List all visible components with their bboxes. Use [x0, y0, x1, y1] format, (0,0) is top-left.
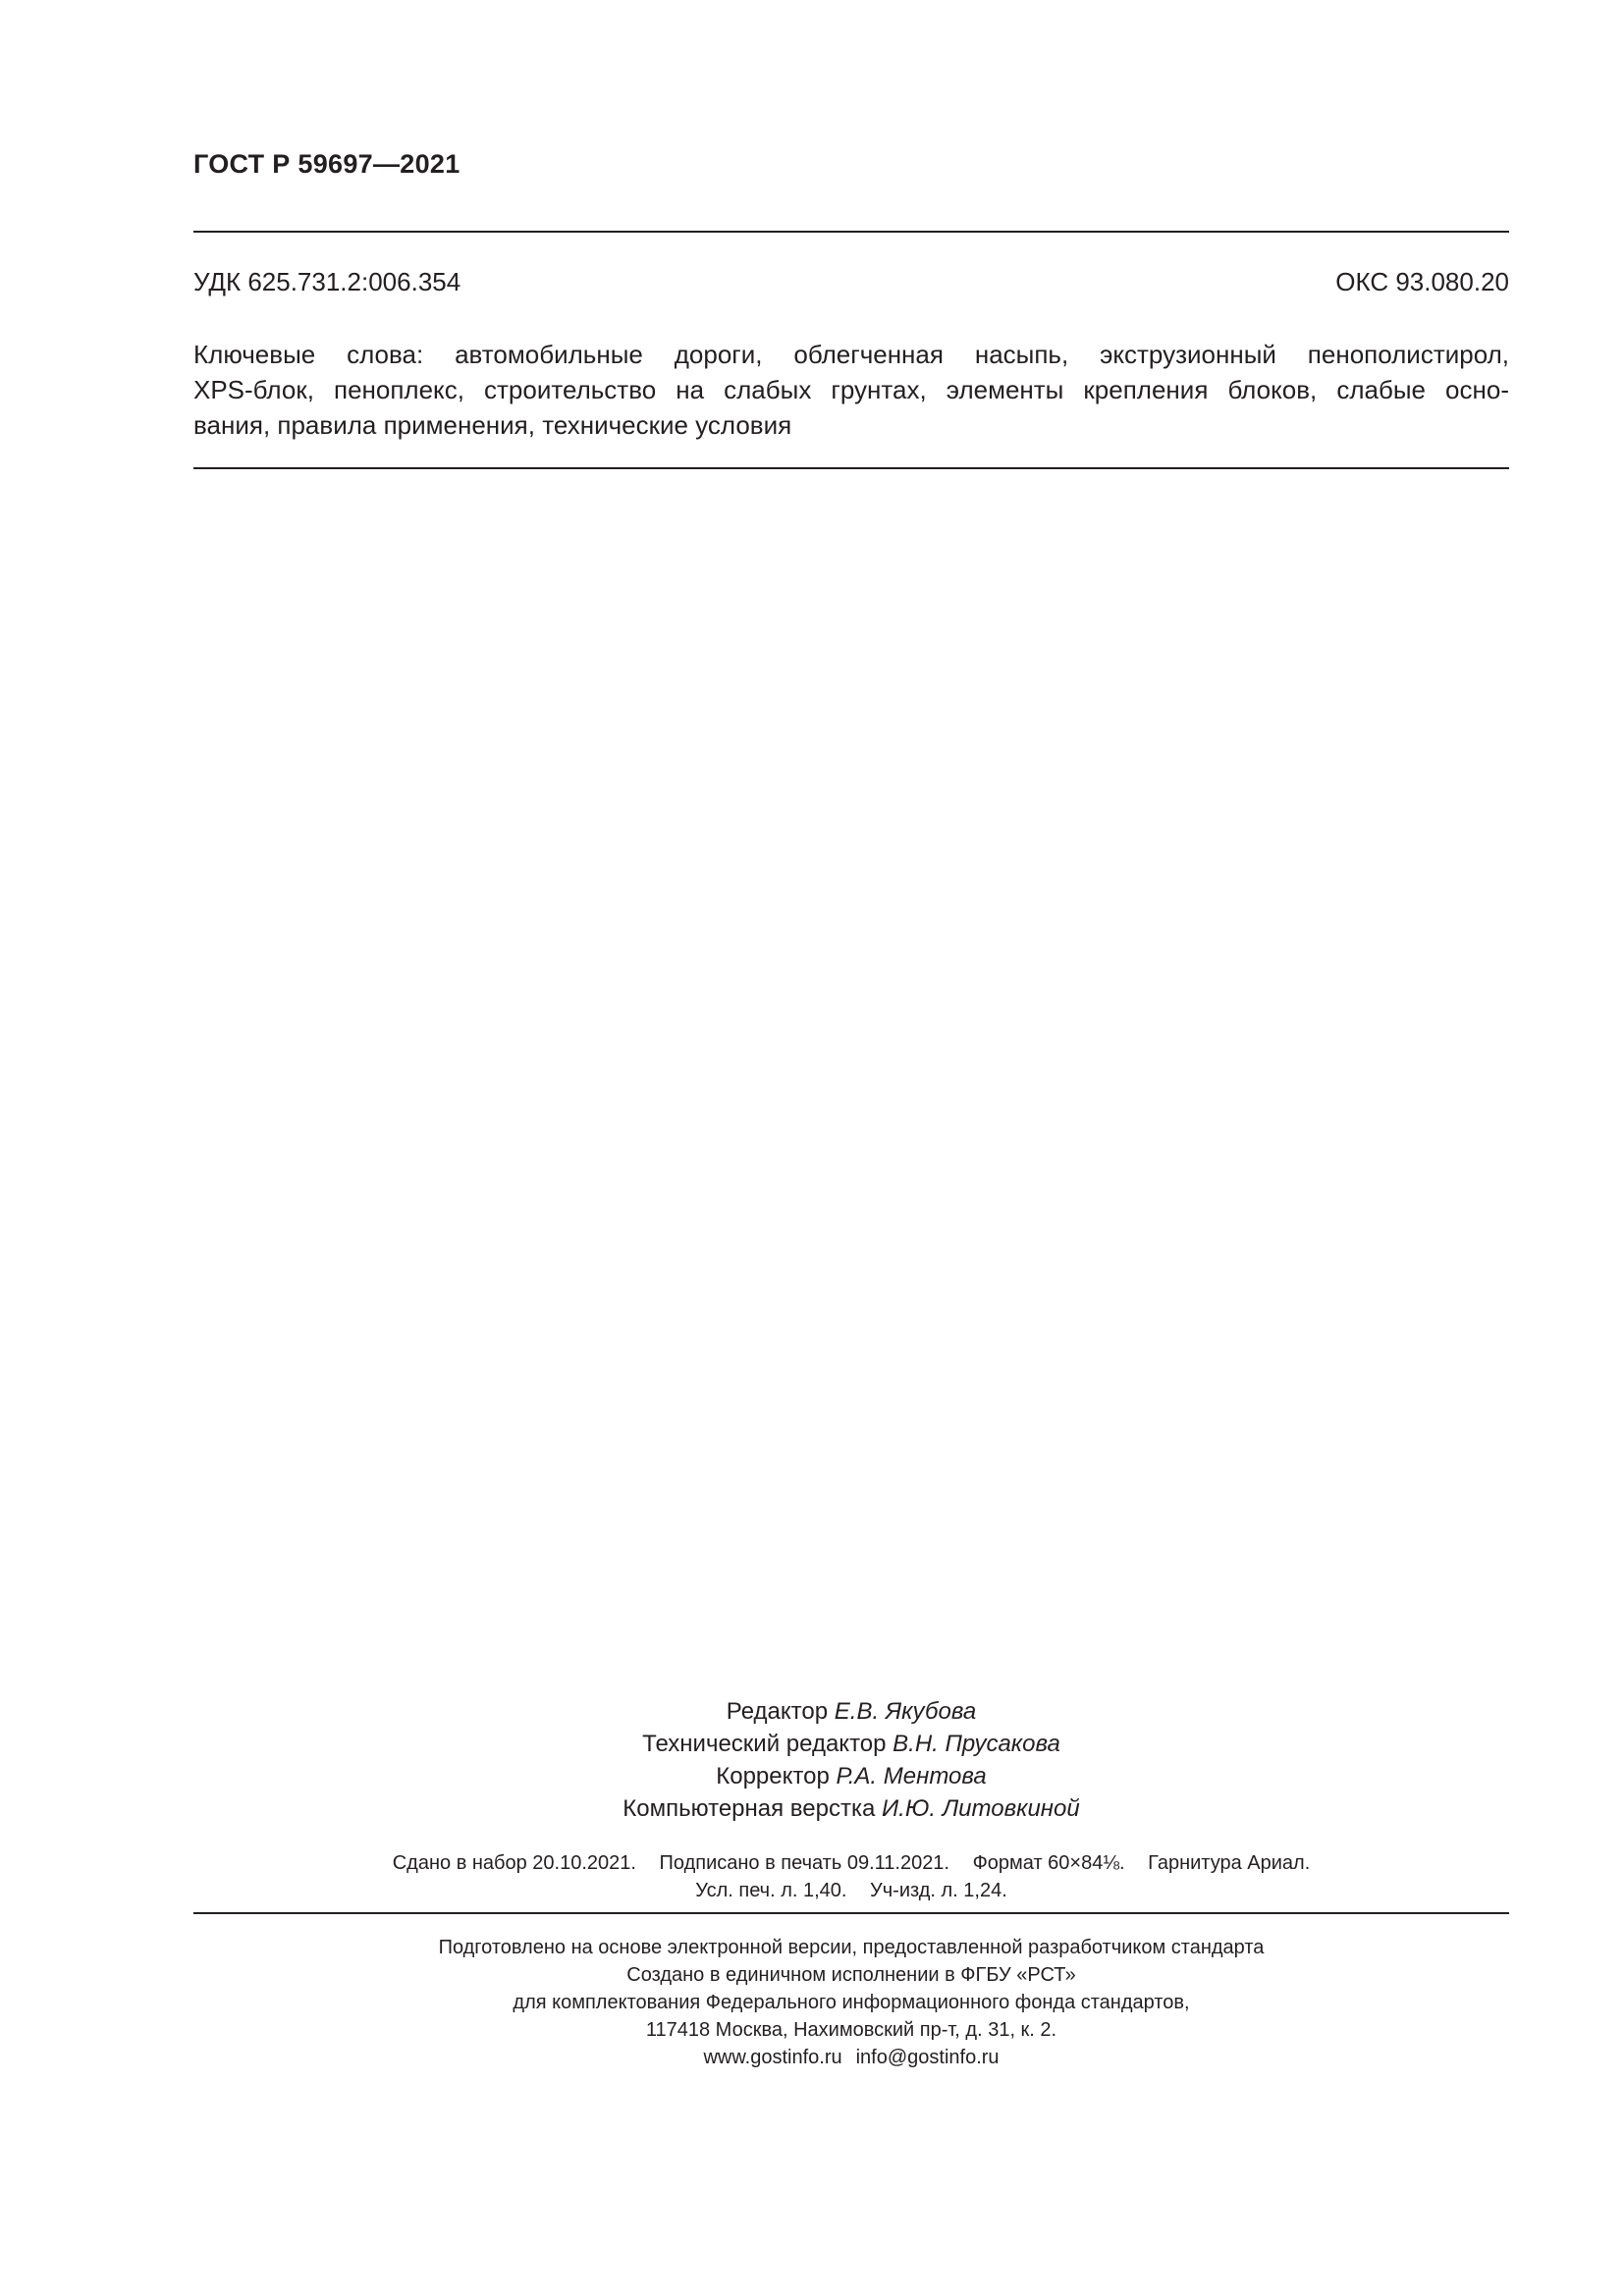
credit-name: Е.В. Якубова [834, 1698, 977, 1725]
publisher-line: 117418 Москва, Нахимовский пр-т, д. 31, к. 2. [645, 2019, 1057, 2041]
imprint-line [193, 1849, 1509, 1877]
divider-keywords [193, 467, 1509, 469]
credit-corrector [193, 1760, 1509, 1792]
keywords-block [193, 337, 1509, 443]
credit-label: Корректор [716, 1763, 830, 1789]
credit-name: В.Н. Прусакова [893, 1731, 1060, 1757]
credit-label: Технический редактор [642, 1731, 887, 1757]
oks-code: ОКС 93.080.20 [1335, 267, 1509, 296]
imprint-block [193, 1849, 1509, 1904]
credit-name: И.Ю. Литовкиной [882, 1795, 1080, 1822]
imprint-publisher-sheets: Уч-изд. л. 1,24. [870, 1880, 1007, 1901]
publisher-contacts [193, 2044, 1509, 2071]
keywords-line: вания, правила применения, технические условия [193, 410, 792, 440]
credit-label: Редактор [726, 1698, 829, 1725]
imprint-line [193, 1877, 1509, 1904]
credit-name: Р.А. Ментова [836, 1763, 987, 1789]
imprint-typeset-date: Сдано в набор 20.10.2021. [392, 1852, 636, 1874]
udk-code: УДК 625.731.2:006.354 [193, 267, 461, 296]
website-link[interactable]: www.gostinfo.ru [703, 2047, 842, 2068]
email-link[interactable]: info@gostinfo.ru [855, 2047, 1000, 2068]
standard-code: ГОСТ Р 59697—2021 [193, 149, 460, 179]
imprint-signed-date: Подписано в печать 09.11.2021. [659, 1852, 949, 1874]
classification-row [193, 267, 1509, 297]
imprint-typeface: Гарнитура Ариал. [1148, 1852, 1311, 1874]
credit-tech-editor [193, 1728, 1509, 1760]
keywords-line: XPS-блок, пеноплекс, строительство на слабых грунтах, элементы крепления блоков, слабые осно- [193, 375, 1509, 404]
divider-imprint [193, 1912, 1509, 1914]
publisher-block [193, 1934, 1509, 2071]
imprint-format: Формат 60×84⅛. [972, 1852, 1125, 1874]
credit-editor [193, 1695, 1509, 1728]
divider-top [193, 231, 1509, 233]
credit-label: Компьютерная верстка [623, 1795, 876, 1822]
credit-layout [193, 1792, 1509, 1825]
imprint-print-sheets: Усл. печ. л. 1,40. [695, 1880, 847, 1901]
publisher-line: для комплектования Федерального информационного фонда стандартов, [513, 1992, 1190, 2013]
keywords-line: Ключевые слова: автомобильные дороги, облегченная насыпь, экструзионный пенополистирол, [193, 340, 1509, 369]
publisher-line: Подготовлено на основе электронной версии, предоставленной разработчиком стандарта [438, 1937, 1265, 1958]
publisher-line: Создано в единичном исполнении в ФГБУ «РСТ» [626, 1964, 1076, 1986]
credits-block [193, 1695, 1509, 1825]
